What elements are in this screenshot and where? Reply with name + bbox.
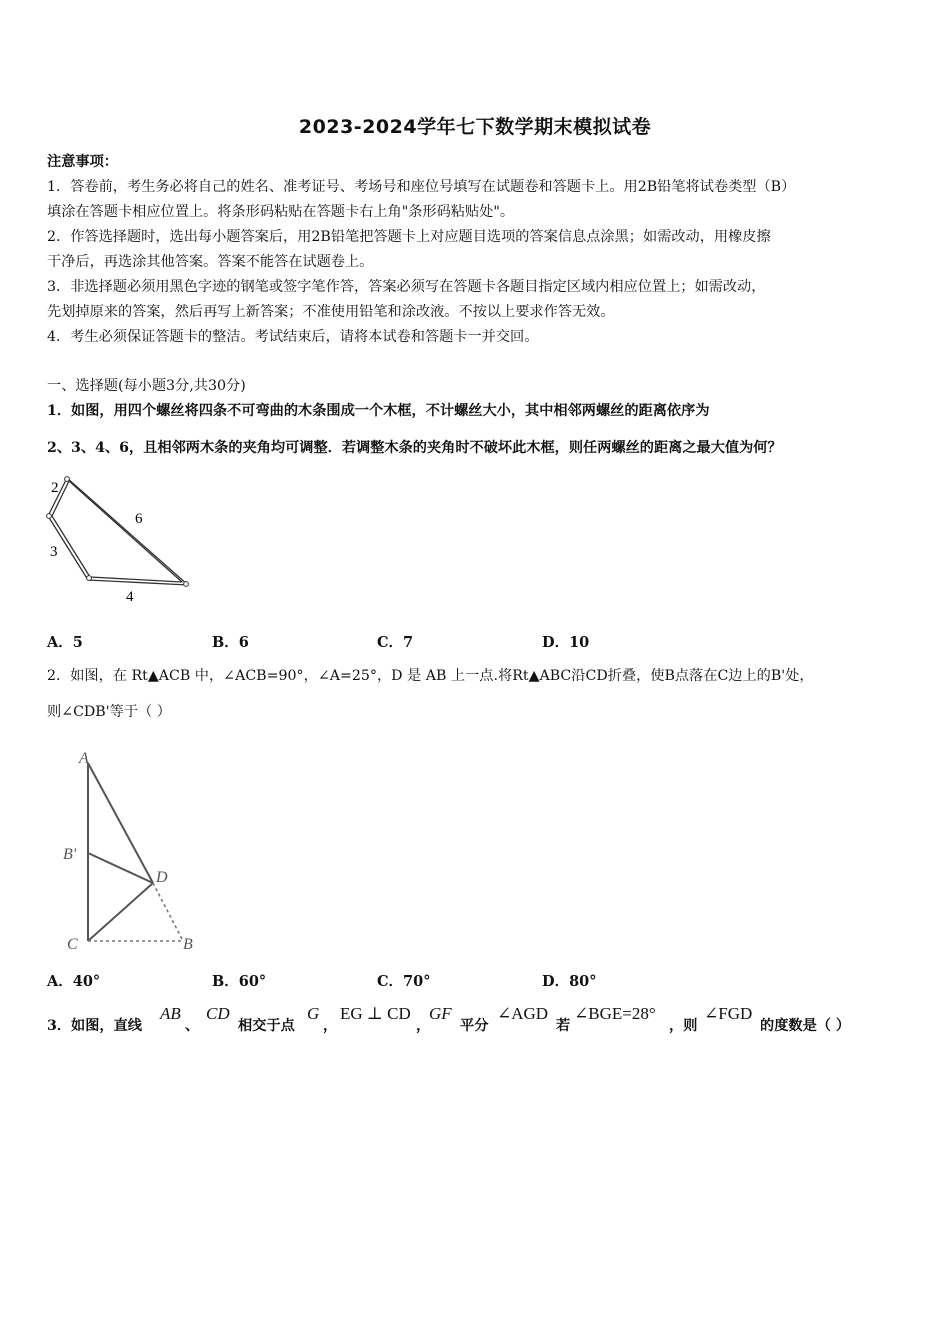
q2-vertex-label: A — [79, 750, 89, 767]
q3-line-gf: GF — [429, 1004, 452, 1023]
q2-option-d: D．80° — [542, 973, 597, 990]
q2-option-a: A．40° — [47, 973, 101, 990]
notice-line: 填涂在答题卡相应位置上。将条形码粘贴在答题卡右上角"条形码粘贴处"。 — [47, 204, 515, 220]
q3-prefix: 3．如图，直线 — [47, 1018, 142, 1034]
q3-angle-bge: ∠BGE=28° — [574, 1004, 656, 1023]
q3-separator: 、 — [185, 1018, 200, 1034]
q2-vertex-label: B — [183, 936, 193, 953]
q3-intersect-text: 相交于点 — [238, 1018, 295, 1034]
q2-vertex-label: C — [67, 936, 78, 953]
q3-line-cd: CD — [206, 1004, 230, 1023]
q3-angle-fgd: ∠FGD — [704, 1004, 753, 1023]
q2-text-line1: 2．如图，在 Rt▲ACB 中，∠ACB=90°，∠A=25°，D 是 AB 上一点.将Rt▲ABC沿CD折叠，使B点落在C边上的B'处， — [47, 668, 814, 684]
q1-option-d: D．10 — [542, 634, 590, 651]
q1-option-a: A．5 — [47, 634, 83, 651]
q2-vertex-label: B' — [63, 846, 77, 863]
notice-line: 2．作答选择题时，选出每小题答案后，用2B铅笔把答题卡上对应题目选项的答案信息点涂黑；如需改动，用橡皮擦 — [47, 229, 771, 245]
q3-then-text: ，则 — [669, 1018, 698, 1034]
q1-text-line2: 2、3、4、6，且相邻两木条的夹角均可调整．若调整木条的夹角时不破坏此木框，则任两螺丝的距离之最大值为何？ — [47, 440, 782, 456]
q1-side-label: 3 — [50, 544, 58, 560]
notice-line: 3．非选择题必须用黑色字迹的钢笔或签字笔作答，答案必须写在答题卡各题目指定区域内相应位置上；如需改动， — [47, 279, 766, 295]
q2-triangle-figure — [55, 745, 215, 960]
q3-comma: ， — [323, 1018, 338, 1034]
q3-suffix: 的度数是（ ） — [760, 1018, 851, 1034]
q1-side-label: 4 — [126, 589, 134, 605]
notice-line: 先划掉原来的答案，然后再写上新答案；不准使用铅笔和涂改液。不按以上要求作答无效。 — [47, 304, 615, 320]
q2-option-c: C．70° — [377, 973, 431, 990]
page-title: 2023-2024学年七下数学期末模拟试卷 — [298, 116, 652, 138]
q1-option-c: C．7 — [377, 634, 414, 651]
q2-option-b: B．60° — [212, 973, 267, 990]
notice-line: 1．答卷前，考生务必将自己的姓名、准考证号、考场号和座位号填写在试题卷和答题卡上。用2B铅笔将试卷类型（B） — [47, 179, 796, 195]
notice-heading: 注意事项： — [47, 154, 118, 170]
q3-point-g: G — [307, 1004, 320, 1023]
q3-eg-perp-cd: EG ⊥ CD — [340, 1004, 411, 1023]
q3-if-text: 若 — [556, 1018, 571, 1034]
section-heading: 一、选择题(每小题3分,共30分) — [47, 378, 246, 394]
q2-vertex-label: D — [156, 869, 168, 886]
q1-side-label: 2 — [51, 480, 59, 496]
notice-line: 干净后，再选涂其他答案。答案不能答在试题卷上。 — [47, 254, 374, 270]
notice-line: 4．考生必须保证答题卡的整洁。考试结束后，请将本试卷和答题卡一并交回。 — [47, 329, 539, 345]
q3-angle-agd: ∠AGD — [497, 1004, 549, 1023]
q3-comma: ， — [416, 1018, 431, 1034]
q1-wooden-frame-figure — [40, 470, 200, 610]
q2-text-line2: 则∠CDB'等于（ ） — [47, 704, 171, 720]
q3-line-ab: AB — [160, 1004, 181, 1023]
q3-bisects-text: 平分 — [460, 1018, 489, 1034]
q1-option-b: B．6 — [212, 634, 249, 651]
q1-text-line1: 1．如图，用四个螺丝将四条不可弯曲的木条围成一个木框，不计螺丝大小，其中相邻两螺丝的距离依序为 — [47, 403, 710, 419]
q1-side-label: 6 — [135, 511, 143, 527]
